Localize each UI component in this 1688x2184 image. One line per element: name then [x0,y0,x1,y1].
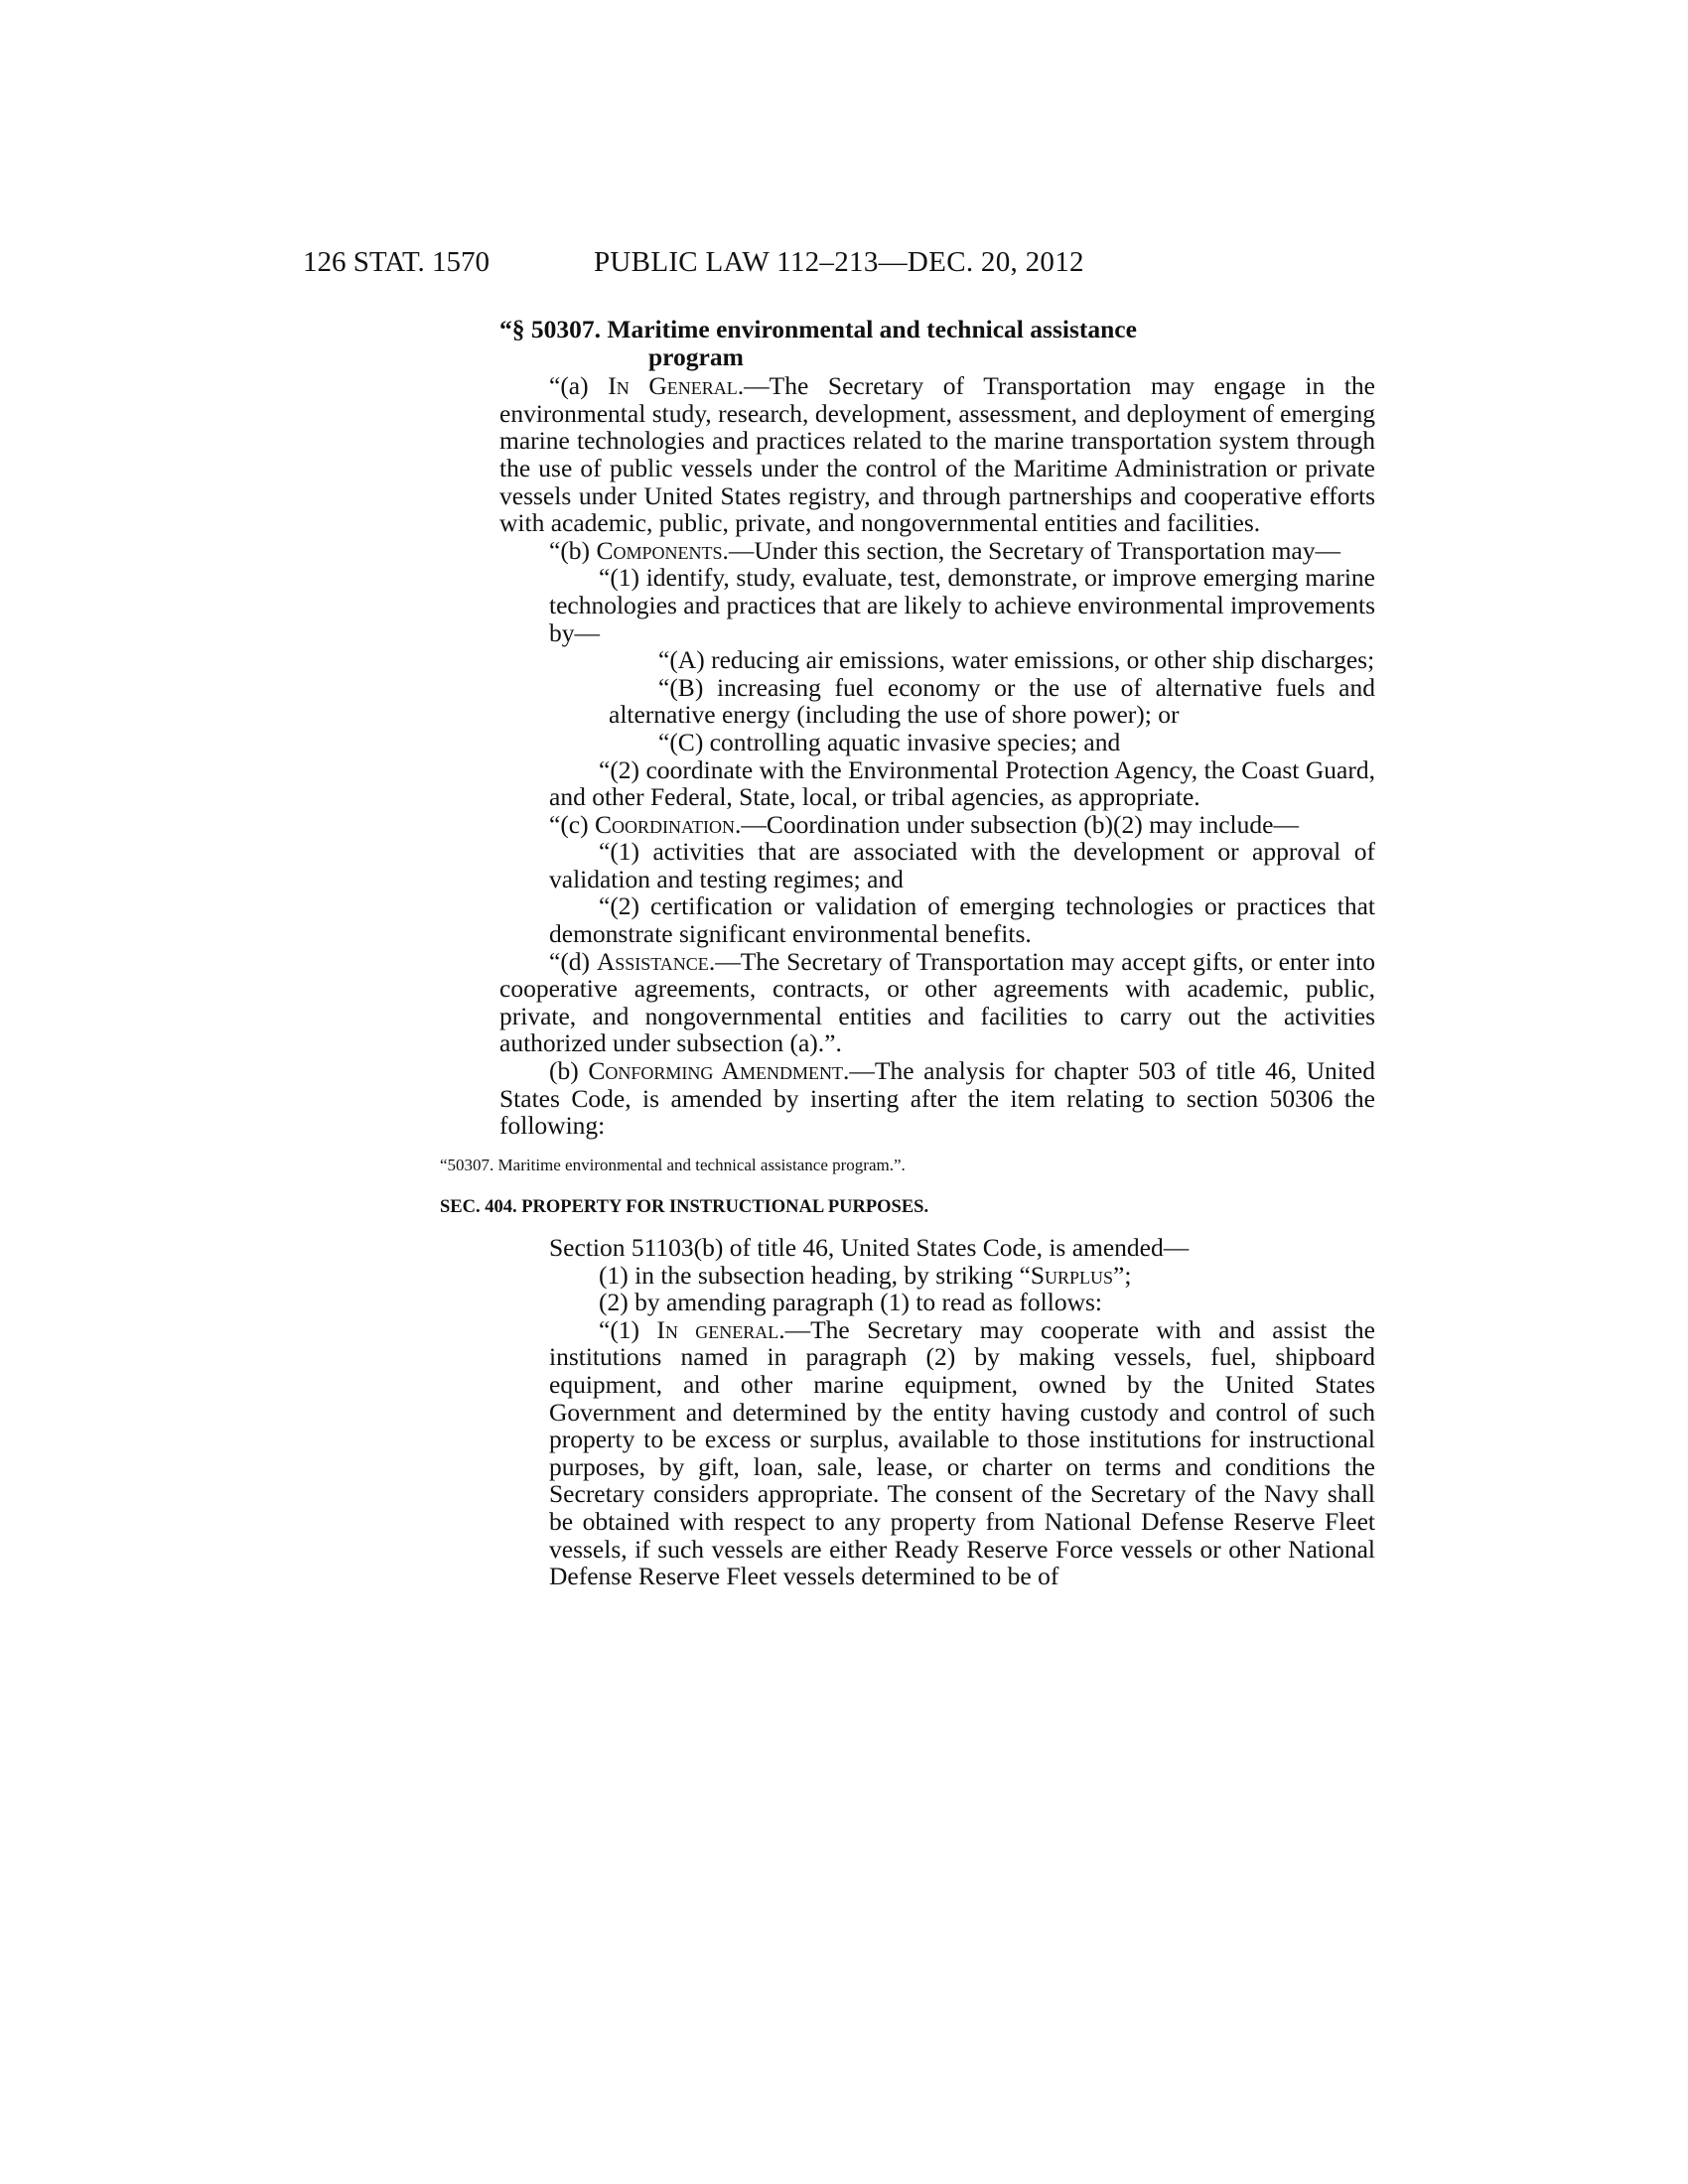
section-50307-heading [499,316,1375,370]
subsection-d-text: .—The Secretary of Transportation may accept gifts, or enter into cooperative agreements, contracts, or other agreements with academic, public, private, and nongovernmental entities and facilities to carry out the activities authorized under subsection (a).”. [499,946,1375,1058]
running-header [303,246,1390,286]
conforming-amendment-label: Conforming Amendment [588,1056,844,1086]
subsection-d [499,948,1375,1057]
section-404-intro: Section 51103(b) of title 46, United States Code, is amended— [549,1233,1190,1262]
item-1-close: ”; [1113,1260,1132,1290]
section-404-item-2: (2) by amending paragraph (1) to read as follows: [599,1288,1102,1317]
subsection-a-open: “(a) [549,371,609,401]
analysis-item: “50307. Maritime environmental and technical assistance program.”. [440,1155,906,1174]
paragraph-1-in-general [549,1316,1375,1590]
section-404-item-1 [549,1262,1375,1290]
subparagraph-bA: “(A) reducing air emissions, water emissions, or other ship discharges; [658,645,1375,675]
conforming-amendment-text: .—The analysis for chapter 503 of title 46, United States Code, is amended by inserting after the item relating to section 50306 the following: [499,1056,1375,1141]
subsection-b-text: .—Under this section, the Secretary of Transportation may— [722,535,1340,565]
paragraph-1-label: In general [656,1314,779,1344]
public-law-reference: PUBLIC LAW 112–213—DEC. 20, 2012 [594,246,1084,278]
subparagraph-bC: “(C) controlling aquatic invasive species; and [658,727,1121,756]
subsection-a [499,372,1375,537]
subsection-c-open: “(c) [549,809,595,839]
item-1-label: Surplus [1030,1260,1114,1290]
subsection-d-label: Assistance [596,946,709,976]
subsection-c-text: .—Coordination under subsection (b)(2) may include— [735,809,1299,839]
paragraph-1-text: .—The Secretary may cooperate with and assist the institutions named in paragraph (2) by making vessels, fuel, shipboard equipment, and other marine equipment, owned by the United States Government and determined by the entity having custody and control of such property to be excess or surplus, available to those institutions for instructional purposes, by gift, loan, sale, lease, or charter on terms and conditions the Secretary considers appropriate. The consent of the Secretary of the Navy shall be obtained with respect to any property from National Defense Reserve Fleet vessels, if such vessels are either Ready Reserve Force vessels or other National Defense Reserve Fleet vessels determined to be of [549,1314,1375,1591]
section-heading-line-1: “§ 50307. Maritime environmental and technical assistance [499,315,1137,343]
conforming-amendment [499,1057,1375,1140]
item-1-text: (1) in the subsection heading, by striking “ [599,1260,1031,1290]
paragraph-b1: “(1) identify, study, evaluate, test, demonstrate, or improve emerging marine technologies and practices that are likely to achieve environmental improvements by— [549,563,1375,647]
conforming-amendment-open: (b) [549,1056,589,1086]
statute-page-reference: 126 STAT. 1570 [303,246,491,278]
subsection-c [499,811,1375,839]
paragraph-c1: “(1) activities that are associated with the development or approval of validation and testing regimes; and [549,837,1375,893]
subparagraph-bB: “(B) increasing fuel economy or the use of alternative fuels and alternative energy (including the use of shore power); or [609,672,1375,730]
paragraph-b2: “(2) coordinate with the Environmental Protection Agency, the Coast Guard, and other Federal, State, local, or tribal agencies, as appropriate. [549,754,1375,812]
paragraph-c2: “(2) certification or validation of emerging technologies or practices that demonstrate significant environmental benefits. [549,891,1375,949]
subsection-c-label: Coordination [595,809,735,839]
section-heading-line-2: program [648,341,744,371]
subsection-a-label: In General [608,371,738,401]
document-body [440,315,1375,1591]
subsection-b [499,537,1375,565]
subsection-d-open: “(d) [549,946,597,976]
subsection-a-text: .—The Secretary of Transportation may engage in the environmental study, research, development, assessment, and deployment of emerging marine technologies and practices related to the marine transportation system through the use of public vessels under the control of the Maritime Administration or private vessels under United States registry, and through partnerships and cooperative efforts with academic, public, private, and nongovernmental entities and facilities. [499,371,1375,538]
subsection-b-label: Components [596,535,723,565]
section-404-heading: SEC. 404. PROPERTY FOR INSTRUCTIONAL PURPOSES. [440,1197,929,1218]
subsection-b-open: “(b) [549,535,597,565]
paragraph-1-open: “(1) [599,1314,657,1344]
